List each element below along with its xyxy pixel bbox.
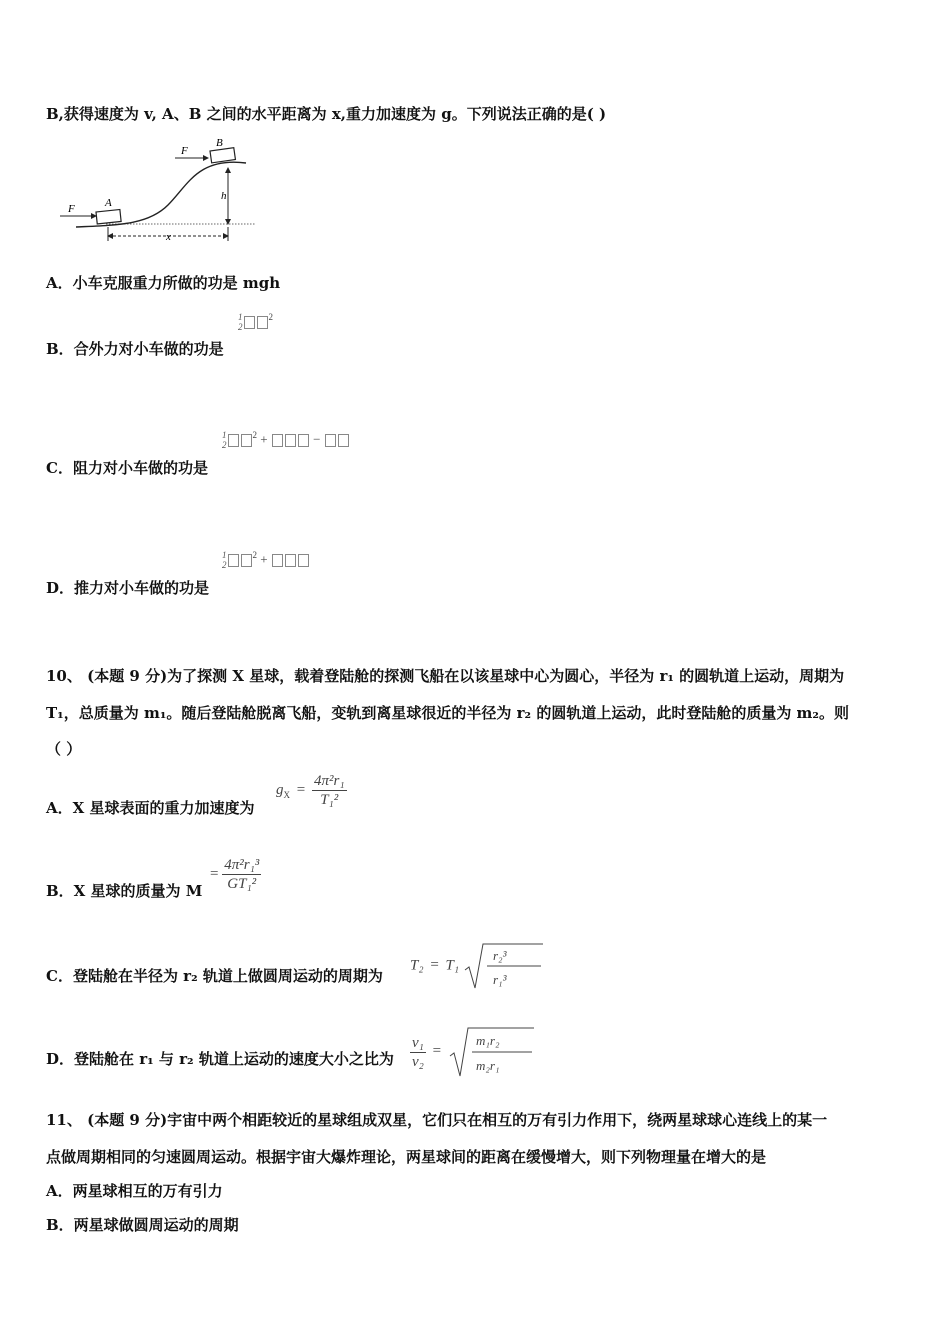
label-x: x	[166, 231, 171, 243]
label-f2: F	[181, 145, 188, 157]
q11-option-a[interactable]: A．两星球相互的万有引力	[46, 1182, 223, 1200]
svg-text:r₂³: r₂³	[492, 948, 507, 963]
q9-option-c-math: 1 $2^2$ + −	[222, 430, 350, 450]
q11-stem-line2: 点做周期相同的匀速圆周运动。根据宇宙大爆炸理论，两星球间的距离在缓慢增大，则下列物理量在增大的是	[46, 1148, 767, 1166]
label-f1: F	[68, 203, 75, 215]
svg-text:m₁r₂: m₁r₂	[475, 1033, 500, 1048]
q10-option-d-math: $\frac{\text{v₁}}{\text{v₂}}$ = m₁r₂ m₂r₁	[410, 1024, 538, 1080]
q9-option-b[interactable]: B．合外力对小车做的功是	[46, 340, 224, 358]
q10-option-a-math: $g_X$ = $\frac{\text{4π²r₁}}{\text{T₁²}}$	[276, 773, 345, 808]
svg-text:r₁³: r₁³	[492, 972, 507, 987]
q9-option-b-math: 1 $2^2$	[238, 312, 273, 332]
q10-option-d[interactable]: D．登陆舱在 r₁ 与 r₂ 轨道上运动的速度大小之比为	[46, 1050, 394, 1068]
q9-option-d-math: 1 $2^2$ +	[222, 550, 310, 570]
sqrt-sign-c	[463, 940, 547, 992]
q10-stem-line1: 10、 (本题 9 分)为了探测 X 星球，载着登陆舱的探测飞船在以该星球中心为圆心，半径为 r₁ 的圆轨道上运动，周期为	[46, 667, 845, 685]
label-b: B	[216, 137, 223, 149]
label-h: h	[221, 190, 227, 202]
q10-option-c-math: T₂ = T₁ r₂³ r₁³	[410, 940, 547, 992]
q10-option-b-math: = $\frac{\text{4π²r₁³}}{\text{GT₁²}}$	[210, 857, 260, 892]
q10-option-a[interactable]: A．X 星球表面的重力加速度为	[46, 799, 255, 817]
q10-option-b[interactable]: B．X 星球的质量为 M	[46, 882, 203, 900]
sqrt-sign-d	[448, 1024, 538, 1080]
q9-option-a[interactable]: A．小车克服重力所做的功是 mgh	[46, 274, 281, 292]
q10-stem-line2: T₁，总质量为 m₁。随后登陆舱脱离飞船，变轨到离星球很近的半径为 r₂ 的圆轨道上运动，此时登陆舱的质量为 m₂。则	[46, 704, 849, 722]
svg-text:m₂r₁: m₂r₁	[475, 1058, 500, 1073]
q10-option-c[interactable]: C．登陆舱在半径为 r₂ 轨道上做圆周运动的周期为	[46, 967, 383, 985]
block-b	[210, 148, 235, 163]
q10-stem-line3: （ ）	[46, 740, 82, 758]
block-a	[96, 209, 121, 223]
q9-stem: B,获得速度为 v, A、B 之间的水平距离为 x,重力加速度为 g。下列说法正确的是( )	[46, 105, 607, 123]
q11-option-b[interactable]: B．两星球做圆周运动的周期	[46, 1216, 239, 1234]
label-a: A	[105, 197, 112, 209]
q9-option-d[interactable]: D．推力对小车做的功是	[46, 579, 210, 597]
q11-stem-line1: 11、 (本题 9 分)宇宙中两个相距较近的星球组成双星，它们只在相互的万有引力作用下，绕两星球球心连线上的某一	[46, 1111, 828, 1129]
q9-figure	[58, 135, 263, 245]
q9-option-c[interactable]: C．阻力对小车做的功是	[46, 459, 208, 477]
